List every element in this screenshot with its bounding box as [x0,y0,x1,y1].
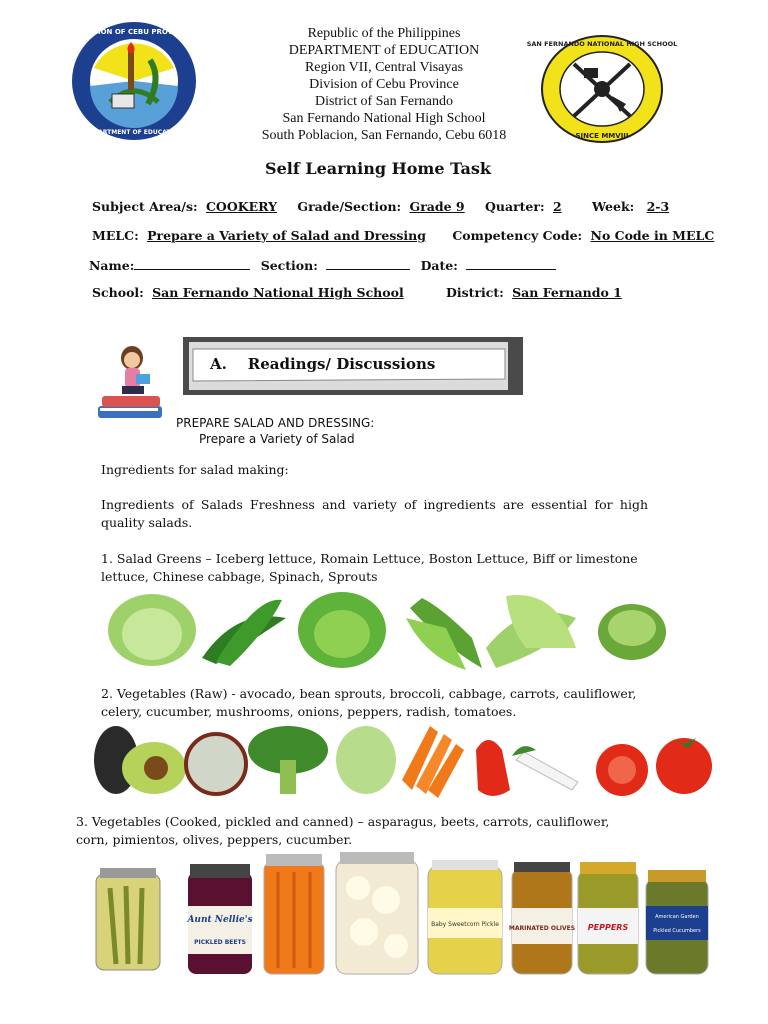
field-row-subject [92,199,685,214]
olives-label-text: MARINATED OLIVES [508,925,576,932]
field-row-school [92,285,626,300]
right-seal-text-bottom: SINCE MMVIII [575,132,629,140]
district-label: District: [446,285,504,300]
reading-girl-illustration [96,344,166,422]
week-value: 2-3 [646,199,670,214]
name-input[interactable] [134,257,250,270]
header-line-5: District of San Fernando [314,94,454,109]
competency-code-label: Competency Code: [452,228,583,243]
school-label: School: [92,285,144,300]
subject-label: Subject Area/s: [92,199,198,214]
section-label: Section: [260,258,318,273]
subject-value: COOKERY [205,199,278,214]
header-line-2: DEPARTMENT of EDUCATION [288,43,480,58]
left-seal-text-bottom: DEPARTMENT OF EDUCATION [85,129,183,136]
intro-paragraph: Ingredients of Salads Freshness and variety of ingredients are essential for high quality salads. [101,497,648,530]
field-row-melc [92,228,718,243]
header-line-7: South Poblacion, San Fernando, Cebu 6018 [261,128,507,143]
field-row-name [89,257,560,273]
school-seal [526,34,678,144]
section-heading-1: PREPARE SALAD AND DRESSING: [176,416,375,430]
beets-name-text: PICKLED BEETS [194,939,246,946]
ingredients-title: Ingredients for salad making: [101,462,289,477]
item-raw-vegetables: 2. Vegetables (Raw) - avocado, bean sprouts, broccoli, cabbage, carrots, cauliflower, celery, cucumber, mushrooms, onions, peppers, radish, tomatoes. [101,686,637,719]
quarter-label: Quarter: [485,199,545,214]
right-seal-text-top: SAN FERNANDO NATIONAL HIGH SCHOOL [526,40,678,48]
salad-greens-images [106,588,672,670]
name-label: Name: [89,258,135,273]
beets-brand-text: Aunt Nellie's [187,915,253,925]
quarter-value: 2 [552,199,562,214]
section-heading-2: Prepare a Variety of Salad [199,432,355,446]
item-cooked-vegetables: 3. Vegetables (Cooked, pickled and canned) – asparagus, beets, carrots, cauliflower, corn, pimientos, olives, peppers, cucumber. [76,814,610,847]
header-line-6: San Fernando National High School [282,111,486,126]
header-line-3: Region VII, Central Visayas [304,60,464,75]
date-label: Date: [420,258,458,273]
header-line-1: Republic of the Philippines [307,26,461,41]
week-label: Week: [592,199,635,214]
grade-value: Grade 9 [409,199,465,214]
raw-vegetables-images [92,720,712,800]
item-salad-greens: 1. Salad Greens – Iceberg lettuce, Romain Lettuce, Boston Lettuce, Biff or limestone lettuce, Chinese cabbage, Spinach, Sprouts [101,551,638,584]
left-seal-text-top: DIVISION OF CEBU PROVINCE [76,28,192,36]
competency-code-value: No Code in MELC [590,228,715,243]
peppers-label-text: PEPPERS [587,923,629,932]
date-input[interactable] [466,257,556,270]
grade-label: Grade/Section: [297,199,402,214]
cucumber-label-text: Pickled Cucumbers [653,928,701,934]
school-value: San Fernando National High School [152,285,404,300]
corn-label-text: Baby Sweetcorn Pickle [431,921,499,928]
section-input[interactable] [326,257,410,270]
section-a-title: A. Readings/ Discussions [210,355,436,373]
pickled-jars-images [92,848,712,978]
melc-label: MELC: [92,228,139,243]
cucumber-brand-text: American Garden [655,914,699,920]
page-title: Self Learning Home Task [265,159,491,178]
header-line-4: Division of Cebu Province [309,77,459,92]
district-value: San Fernando 1 [512,285,622,300]
melc-value: Prepare a Variety of Salad and Dressing [147,228,426,243]
